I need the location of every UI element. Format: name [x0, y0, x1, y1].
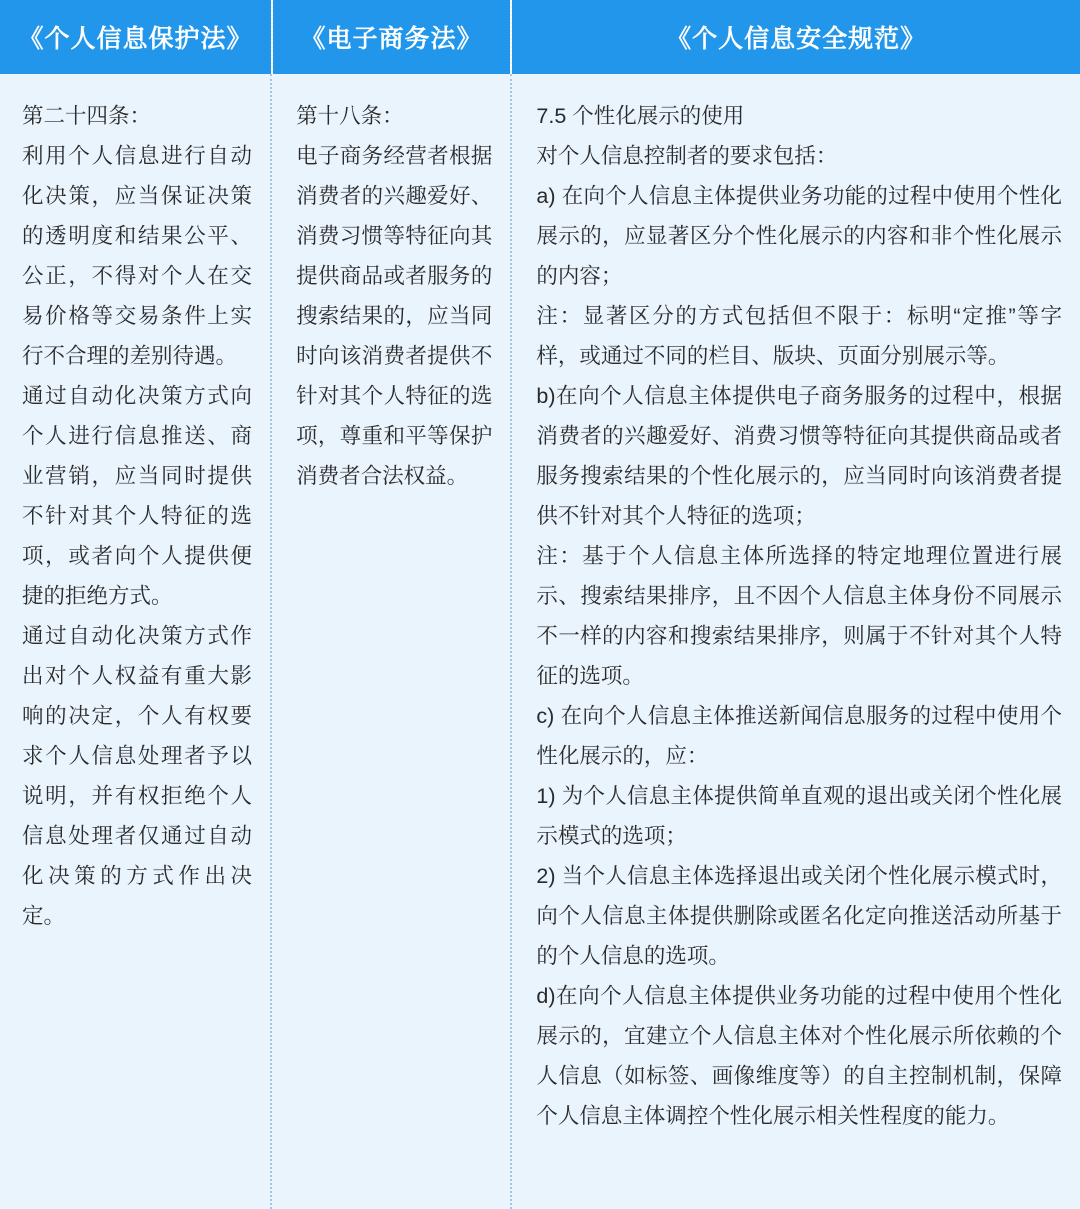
- paragraph: 通过自动化决策方式向个人进行信息推送、商业营销，应当同时提供不针对其个人特征的选项，或者向个人提供便捷的拒绝方式。: [22, 384, 253, 608]
- paragraph: 注：基于个人信息主体所选择的特定地理位置进行展示、搜索结果排序，且不因个人信息主体身份不同展示不一样的内容和搜索结果排序，则属于不针对其个人特征的选项。: [536, 544, 1062, 688]
- paragraph: 1) 为个人信息主体提供简单直观的退出或关闭个性化展示模式的选项；: [536, 784, 1062, 848]
- table-body-row: [0, 74, 1080, 1209]
- paragraph: 注：显著区分的方式包括但不限于：标明“定推”等字样，或通过不同的栏目、版块、页面分别展示等。: [536, 304, 1062, 368]
- paragraph: 7.5 个性化展示的使用: [536, 104, 745, 128]
- paragraph: 第二十四条：: [22, 104, 152, 128]
- paragraph: 对个人信息控制者的要求包括：: [536, 144, 838, 168]
- table-header-row: [0, 0, 1080, 74]
- paragraph: 2) 当个人信息主体选择退出或关闭个性化展示模式时，向个人信息主体提供删除或匿名化定向推送活动所基于的个人信息的选项。: [536, 864, 1062, 968]
- paragraph: 通过自动化决策方式作出对个人权益有重大影响的决定，个人有权要求个人信息处理者予以说明，并有权拒绝个人信息处理者仅通过自动化决策的方式作出决定。: [22, 624, 253, 928]
- column-header-pipl: 《个人信息保护法》: [0, 0, 271, 74]
- paragraph: d)在向个人信息主体提供业务功能的过程中使用个性化展示的，宜建立个人信息主体对个性化展示所依赖的个人信息（如标签、画像维度等）的自主控制机制，保障个人信息主体调控个性化展示相关性程度的能力。: [536, 984, 1062, 1128]
- column-header-security-spec: 《个人信息安全规范》: [512, 0, 1080, 74]
- column-body-pipl: [0, 74, 270, 1209]
- paragraph: 第十八条：: [296, 104, 404, 128]
- paragraph: b)在向个人信息主体提供电子商务服务的过程中，根据消费者的兴趣爱好、消费习惯等特征向其提供商品或者服务搜索结果的个性化展示的，应当同时向该消费者提供不针对其个人特征的选项；: [536, 384, 1062, 528]
- paragraph: 利用个人信息进行自动化决策，应当保证决策的透明度和结果公平、公正，不得对个人在交易价格等交易条件上实行不合理的差别待遇。: [22, 144, 253, 368]
- paragraph: 电子商务经营者根据消费者的兴趣爱好、消费习惯等特征向其提供商品或者服务的搜索结果的，应当同时向该消费者提供不针对其个人特征的选项，尊重和平等保护消费者合法权益。: [296, 144, 493, 488]
- column-body-security-spec: [514, 74, 1080, 1209]
- paragraph: a) 在向个人信息主体提供业务功能的过程中使用个性化展示的，应显著区分个性化展示的内容和非个性化展示的内容；: [536, 184, 1062, 288]
- column-header-ecommerce-law: 《电子商务法》: [273, 0, 510, 74]
- paragraph: c) 在向个人信息主体推送新闻信息服务的过程中使用个性化展示的，应：: [536, 704, 1062, 768]
- column-body-ecommerce-law: [274, 74, 510, 1209]
